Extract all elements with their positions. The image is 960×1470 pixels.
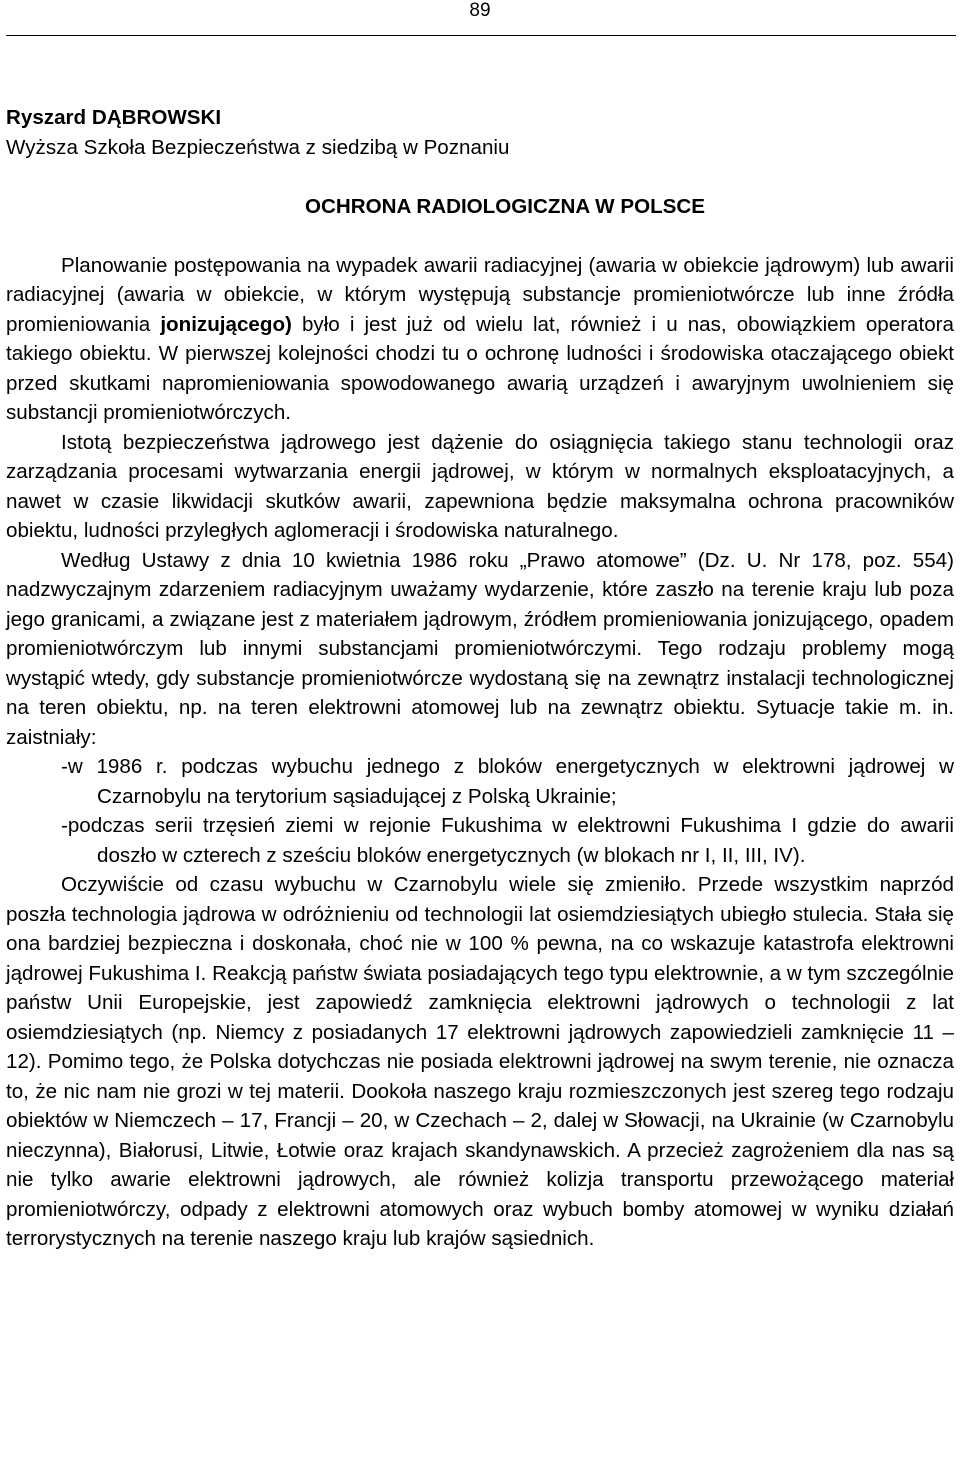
paragraph-1-bold-text: jonizującego) xyxy=(160,312,292,336)
list-item-chernobyl: -w 1986 r. podczas wybuchu jednego z bloków energetycznych w elektrowni jądrowej w Czarnobylu na terytorium sąsiadującej z Polską Ukrainie; xyxy=(61,755,954,808)
article-title: OCHRONA RADIOLOGICZNA W POLSCE xyxy=(304,194,706,218)
paragraph-3: Według Ustawy z dnia 10 kwietnia 1986 roku „Prawo atomowe” (Dz. U. Nr 178, poz. 554) nadzwyczajnym zdarzeniem radiacyjnym uważamy wydarzenie, które zaszło na terenie kraju lub poza jego granicami, a związane jest z materiałem jądrowym, źródłem promieniowania jonizującego, opadem promieniotwórczym lub innymi substancjami promieniotwórczymi. Tego rodzaju problemy mogą wystąpić wtedy, gdy substancje promieniotwórcze wydostaną się na zewnątrz instalacji technologicznej na teren obiektu, np. na teren elektrowni atomowej lub na zewnątrz obiektu. Sytuacje takie m. in. zaistniały: xyxy=(6,548,954,749)
page-number: 89 xyxy=(469,0,491,21)
paragraph-1-text-b: było i jest już od wielu lat, również i u nas, obowiązkiem operatora takiego obiektu. W pierwszej kolejności chodzi tu o ochronę ludności i środowiska otaczającego obiekt przed skutkami napromieniowania spowodowanego awarią urządzeń i awaryjnym uwolnieniem się substancji promieniotwórczych. xyxy=(6,312,954,424)
header-divider xyxy=(6,35,956,36)
paragraph-2: Istotą bezpieczeństwa jądrowego jest dążenie do osiągnięcia takiego stanu technologii oraz zarządzania procesami wytwarzania energii jądrowej, w którym w normalnych eksploatacyjnych, a nawet w czasie likwidacji skutków awarii, zapewniona będzie maksymalna ochrona pracowników obiektu, ludności przyległych aglomeracji i środowiska naturalnego. xyxy=(6,430,954,542)
paragraph-1-text-a: Planowanie postępowania na wypadek awarii radiacyjnej (awaria w obiekcie jądrowym) lub awarii radiacyjnej (awaria w obiekcie, w którym występują substancje promieniotwórcze lub inne źródła promieniowania xyxy=(6,253,954,336)
author-affiliation: Wyższa Szkoła Bezpieczeństwa z siedzibą w Poznaniu xyxy=(6,135,510,159)
list-item-fukushima: -podczas serii trzęsień ziemi w rejonie Fukushima w elektrowni Fukushima I gdzie do awarii doszło w czterech z sześciu bloków energetycznych (w blokach nr I, II, III, IV). xyxy=(61,814,954,867)
paragraph-1 xyxy=(6,251,954,428)
paragraph-4: Oczywiście od czasu wybuchu w Czarnobylu wiele się zmieniło. Przede wszystkim naprzód poszła technologia jądrowa w odróżnieniu od technologii lat osiemdziesiątych ubiegło stulecia. Stała się ona bardziej bezpieczna i doskonała, choć nie w 100 % pewna, na co wskazuje katastrofa elektrowni jądrowej Fukushima I. Reakcją państw świata posiadających tego typu elektrownie, a w tym szczególnie państw Unii Europejskie, jest zapowiedź zamknięcia elektrowni jądrowych o technologii z lat osiemdziesiątych (np. Niemcy z posiadanych 17 elektrowni jądrowych zapowiedzieli zamknięcie 11 – 12). Pomimo tego, że Polska dotychczas nie posiada elektrowni jądrowej na swym terenie, nie oznacza to, że nic nam nie grozi w tej materii. Dookoła naszego kraju rozmieszczonych jest szereg tego rodzaju obiektów w Niemczech – 17, Francji – 20, w Czechach – 2, dalej w Słowacji, na Ukrainie (w Czarnobylu nieczynna), Białorusi, Litwie, Łotwie oraz krajach skandynawskich. A przecież zagrożeniem dla nas są nie tylko awarie elektrowni jądrowych, ale również kolizja transportu przewożącego materiał promieniotwórczy, odpady z elektrowni atomowych oraz wybuch bomby atomowej w wyniku działań terrorystycznych na terenie naszego kraju lub krajów sąsiednich. xyxy=(6,873,954,1250)
author-name: Ryszard DĄBROWSKI xyxy=(6,106,222,129)
document-body xyxy=(6,103,954,1254)
